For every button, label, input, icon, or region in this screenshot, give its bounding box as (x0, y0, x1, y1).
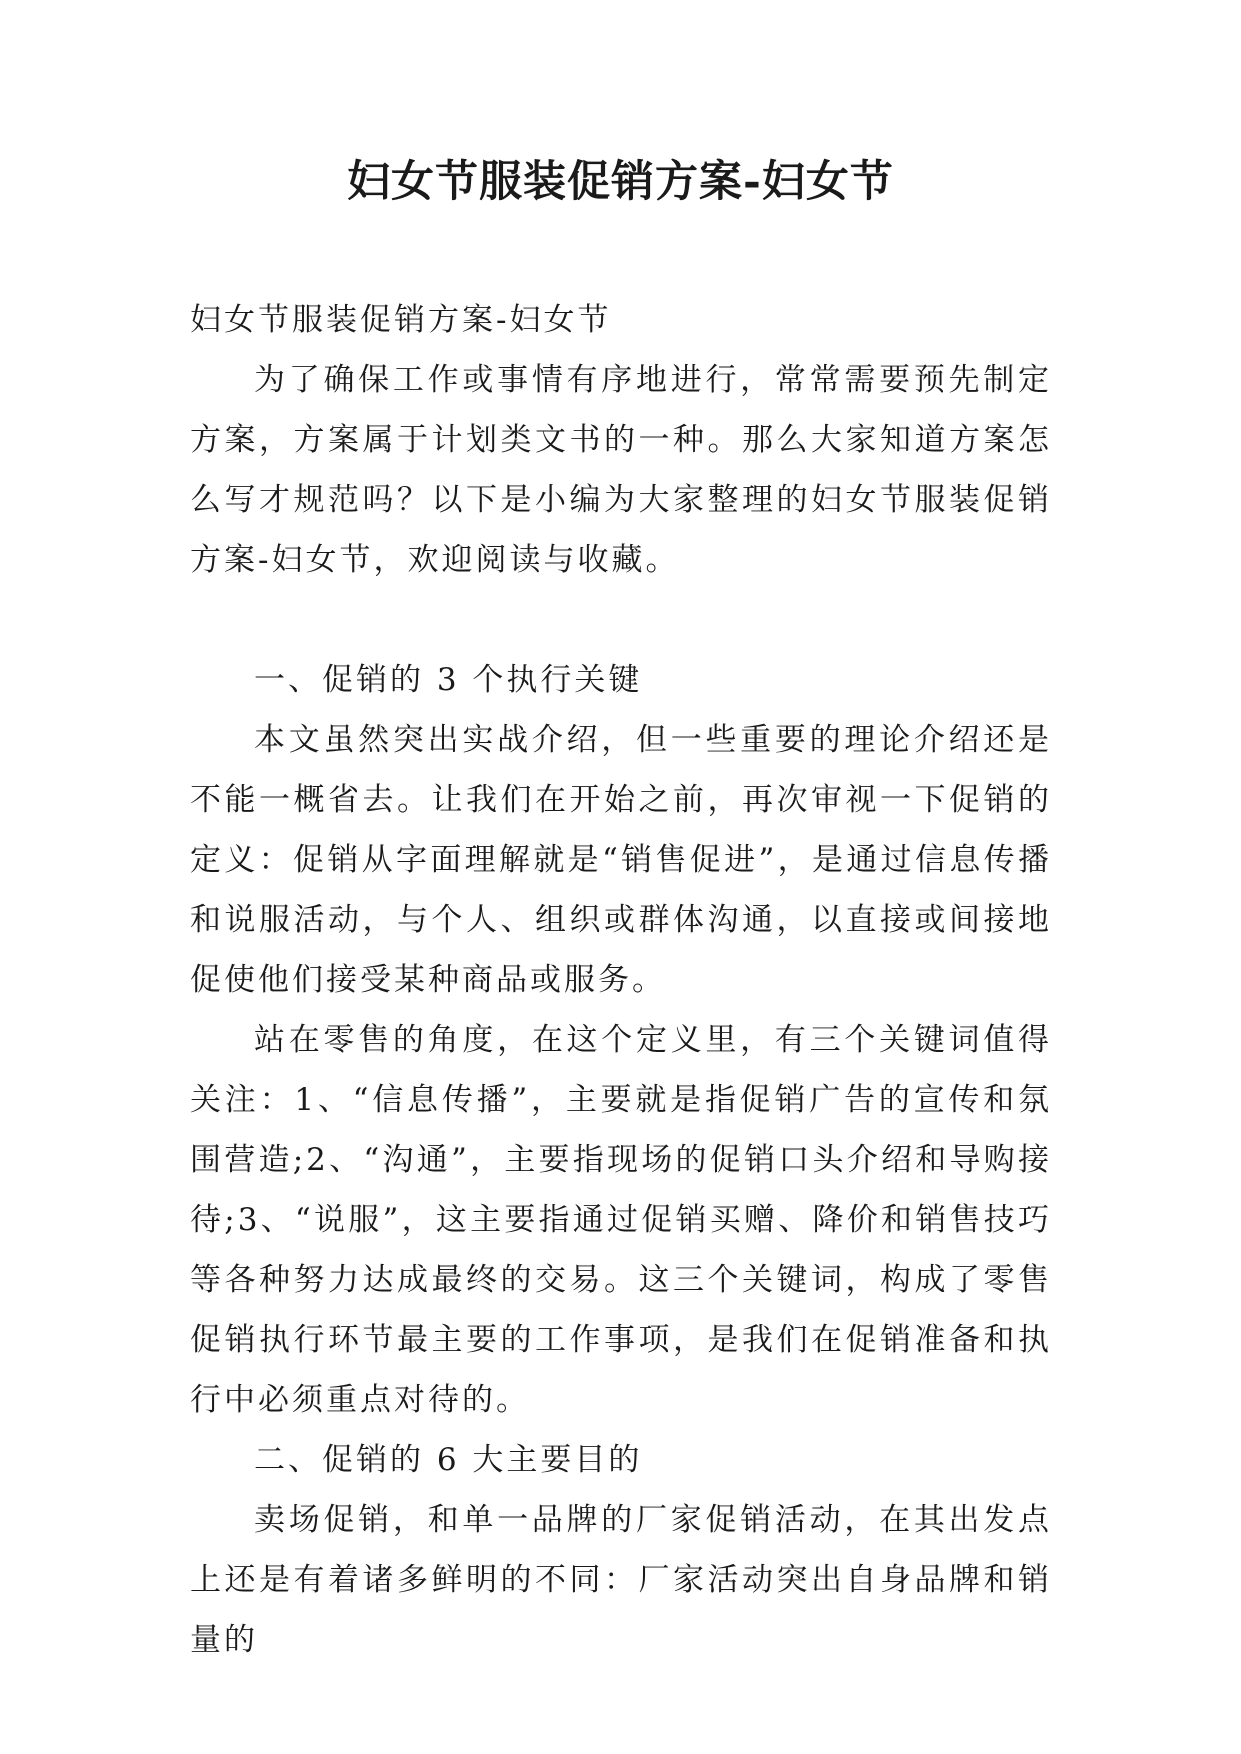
paragraph-spacer (190, 590, 1052, 650)
section-2-paragraph-1: 卖场促销，和单一品牌的厂家促销活动，在其出发点上还是有着诸多鲜明的不同：厂家活动突出自身品牌和销量的 (190, 1502, 1052, 1658)
subtitle-line: 妇女节服装促销方案-妇女节 (190, 302, 612, 338)
document-body (190, 290, 1052, 1670)
document-title: 妇女节服装促销方案-妇女节 (347, 157, 894, 207)
section-1-paragraph-1: 本文虽然突出实战介绍，但一些重要的理论介绍还是不能一概省去。让我们在开始之前，再次审视一下促销的定义：促销从字面理解就是“销售促进”，是通过信息传播和说服活动，与个人、组织或群体沟通，以直接或间接地促使他们接受某种商品或服务。 (190, 722, 1052, 998)
section-heading-2: 二、促销的 6 大主要目的 (254, 1442, 643, 1478)
section-heading-1: 一、促销的 3 个执行关键 (254, 662, 643, 698)
intro-paragraph: 为了确保工作或事情有序地进行，常常需要预先制定方案，方案属于计划类文书的一种。那么大家知道方案怎么写才规范吗？以下是小编为大家整理的妇女节服装促销方案-妇女节，欢迎阅读与收藏。 (190, 362, 1052, 578)
section-1-paragraph-2: 站在零售的角度，在这个定义里，有三个关键词值得关注：1、“信息传播”，主要就是指促销广告的宣传和氛围营造;2、“沟通”，主要指现场的促销口头介绍和导购接待;3、“说服”，这主要指通过促销买赠、降价和销售技巧等各种努力达成最终的交易。这三个关键词，构成了零售促销执行环节最主要的工作事项，是我们在促销准备和执行中必须重点对待的。 (190, 1022, 1052, 1418)
